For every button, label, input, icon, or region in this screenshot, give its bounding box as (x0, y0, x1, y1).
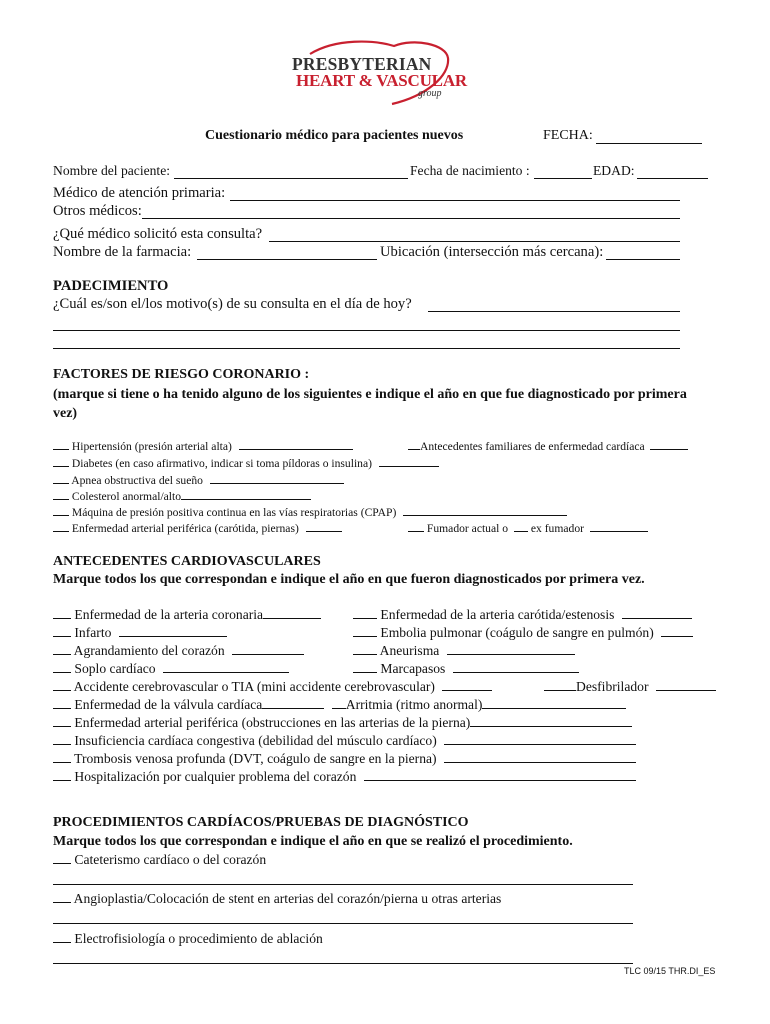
cardio-item-hospitalization[interactable]: Hospitalización por cualquier problema del corazón (53, 769, 636, 785)
other-doctors-label: Otros médicos: (53, 203, 142, 219)
cardio-item-dvt[interactable]: Trombosis venosa profunda (DVT, coágulo de sangre en la pierna) (53, 751, 636, 767)
pharmacy-label: Nombre de la farmacia: (53, 244, 192, 260)
risk-heading: FACTORES DE RIESGO CORONARIO : (53, 367, 310, 382)
patient-name-field[interactable] (174, 178, 408, 179)
cardio-item-pacemaker[interactable]: Marcapasos (353, 661, 579, 677)
cardio-item-infarction[interactable]: Infarto (53, 625, 227, 641)
cardio-item-heart-failure[interactable]: Insuficiencia cardíaca congestiva (debilidad del músculo cardíaco) (53, 733, 636, 749)
risk-item-smoker[interactable]: Fumador actual o ex fumador (408, 520, 648, 535)
procedure-catheterization-field[interactable] (53, 884, 633, 885)
condition-question: ¿Cuál es/son el/los motivo(s) de su consulta en el día de hoy? (53, 296, 412, 312)
risk-instruction: (marque si tiene o ha tenido alguno de los siguientes e indique el año en que fue diagnosticado por primera vez) (53, 387, 687, 421)
cardio-item-coronary[interactable]: Enfermedad de la arteria coronaria (53, 607, 321, 623)
cardio-item-enlarged-heart[interactable]: Agrandamiento del corazón (53, 643, 304, 659)
dob-label: Fecha de nacimiento : (410, 163, 530, 178)
cardio-item-carotid[interactable]: Enfermedad de la arteria carótida/estenosis (353, 607, 692, 623)
logo-line-2: HEART & VASCULAR (296, 71, 467, 90)
condition-field-3[interactable] (53, 348, 680, 349)
procedure-angioplasty-field[interactable] (53, 923, 633, 924)
age-label: EDAD: (593, 163, 635, 178)
cardio-item-valve[interactable]: Enfermedad de la válvula cardíaca Arritmia (ritmo anormal) (53, 697, 626, 713)
logo-line-1: PRESBYTERIAN (292, 54, 432, 74)
pharmacy-location-field[interactable] (606, 259, 680, 260)
primary-doctor-field[interactable] (230, 200, 680, 201)
risk-item-peripheral[interactable]: Enfermedad arterial periférica (carótida, piernas) (53, 520, 342, 535)
cardio-item-peripheral[interactable]: Enfermedad arterial periférica (obstrucciones en las arterias de la pierna) (53, 715, 632, 731)
procedures-heading: PROCEDIMIENTOS CARDÍACOS/PRUEBAS DE DIAGNÓSTICO (53, 815, 469, 830)
date-field[interactable] (596, 143, 702, 144)
cardio-heading: ANTECEDENTES CARDIOVASCULARES (53, 554, 321, 569)
risk-item-cholesterol[interactable]: Colesterol anormal/alto (53, 488, 311, 503)
age-field[interactable] (637, 178, 708, 179)
risk-item-cpap[interactable]: Máquina de presión positiva continua en las vías respiratorias (CPAP) (53, 504, 567, 519)
referring-doctor-label: ¿Qué médico solicitó esta consulta? (53, 226, 263, 242)
cardio-item-pulmonary-embolism[interactable]: Embolia pulmonar (coágulo de sangre en pulmón) (353, 625, 693, 641)
condition-field-2[interactable] (53, 330, 680, 331)
cardio-item-murmur[interactable]: Soplo cardíaco (53, 661, 289, 677)
condition-field-1[interactable] (428, 311, 680, 312)
procedure-item-electrophysiology[interactable]: Electrofisiología o procedimiento de ablación (53, 931, 323, 947)
cardio-item-aneurysm[interactable]: Aneurisma (353, 643, 575, 659)
risk-item-diabetes[interactable]: Diabetes (en caso afirmativo, indicar si toma píldoras o insulina) (53, 455, 439, 470)
cardio-instruction: Marque todos los que correspondan e indique el año en que fueron diagnosticados por primera vez. (53, 572, 645, 587)
cardio-item-stroke[interactable]: Accidente cerebrovascular o TIA (mini accidente cerebrovascular) (53, 679, 492, 695)
pharmacy-field[interactable] (197, 259, 377, 260)
other-doctors-field[interactable] (142, 218, 680, 219)
dob-field[interactable] (534, 178, 592, 179)
form-title: Cuestionario médico para pacientes nuevos (205, 128, 464, 143)
procedure-item-catheterization[interactable]: Cateterismo cardíaco o del corazón (53, 852, 266, 868)
cardio-item-defibrillator[interactable]: Desfibrilador (544, 679, 716, 695)
condition-heading: PADECIMIENTO (53, 278, 169, 294)
referring-doctor-field[interactable] (269, 241, 680, 242)
logo-line-3: group (418, 88, 442, 99)
date-label: FECHA: (543, 128, 593, 143)
procedure-electrophysiology-field[interactable] (53, 963, 633, 964)
primary-doctor-label: Médico de atención primaria: (53, 185, 226, 201)
risk-item-family-history[interactable]: Antecedentes familiares de enfermedad cardíaca (408, 438, 688, 453)
risk-item-hypertension[interactable]: Hipertensión (presión arterial alta) (53, 438, 353, 453)
risk-item-sleep-apnea[interactable]: Apnea obstructiva del sueño (53, 472, 344, 487)
procedures-instruction: Marque todos los que correspondan e indique el año en que se realizó el procedimiento. (53, 834, 573, 849)
patient-name-label: Nombre del paciente: (53, 163, 171, 178)
pharmacy-location-label: Ubicación (intersección más cercana): (380, 244, 604, 260)
form-code: TLC 09/15 THR.DI_ES (624, 966, 716, 976)
procedure-item-angioplasty[interactable]: Angioplastia/Colocación de stent en arterias del corazón/pierna u otras arterias (53, 891, 501, 907)
